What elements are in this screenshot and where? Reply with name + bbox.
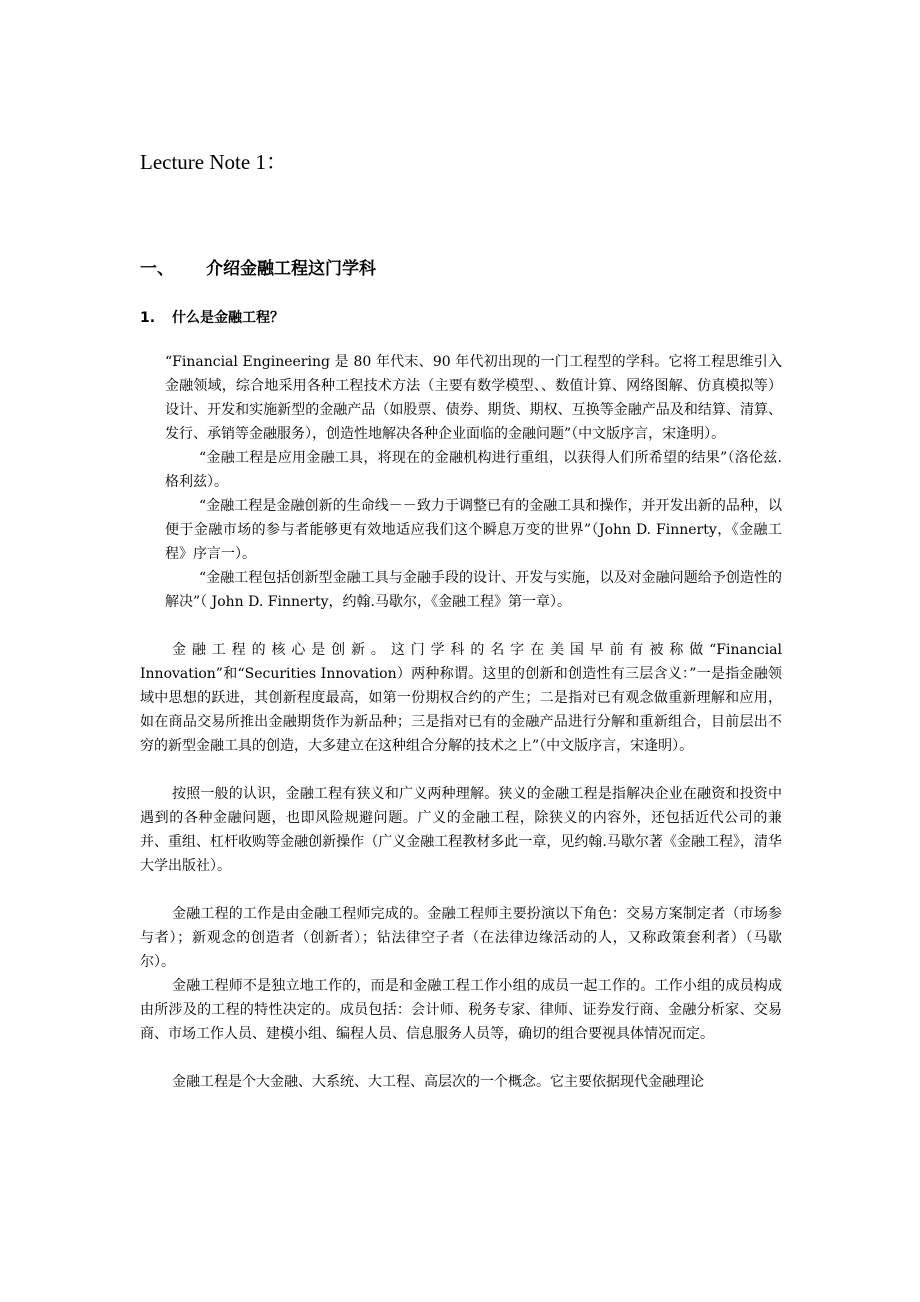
body-paragraph: 金融工程师不是独立地工作的，而是和金融工程工作小组的成员一起工作的。工作小组的成员构成由所涉及的工程的特性决定的。成员包括：会计师、税务专家、律师、证券发行商、金融分析家、交易商、市场工作人员、建模小组、编程人员、信息服务人员等，确切的组合要视具体情况而定。	[140, 978, 782, 1042]
definitions-block	[140, 350, 782, 614]
subsection-title: 什么是金融工程？	[172, 310, 284, 326]
section-title: 介绍金融工程这门学科	[206, 259, 376, 279]
subsection-number: 1.	[140, 310, 156, 326]
definition-quote: “金融工程是金融创新的生命线－－致力于调整已有的金融工具和操作，并开发出新的品种，以便于金融市场的参与者能够更有效地适应我们这个瞬息万变的世界”（John D. Finnerty，《金融工程》序言一）。	[165, 498, 782, 562]
body-paragraph: 金融工程的核心是创新。这门学科的名字在美国早前有被称做“Financial Innovation”和“Securities Innovation）两种称谓。这里的创新和创造性有三层含义：”一是指金融领域中思想的跃进，其创新程度最高，如第一份期权合约的产生；二是指对已有观念做重新理解和应用，如在商品交易所推出金融期货作为新品种；三是指对已有的金融产品进行分解和重新组合，目前层出不穷的新型金融工具的创造，大多建立在这种组合分解的技术之上”（中文版序言，宋逢明）。	[140, 642, 782, 754]
body-paragraph: 金融工程是个大金融、大系统、大工程、高层次的一个概念。它主要依据现代金融理论	[172, 1074, 704, 1090]
body-paragraph: 按照一般的认识，金融工程有狭义和广义两种理解。狭义的金融工程是指解决企业在融资和投资中遇到的各种金融问题，也即风险规避问题。广义的金融工程，除狭义的内容外，还包括近代公司的兼并、重组、杠杆收购等金融创新操作（广义金融工程教材多此一章，见约翰.马歇尔著《金融工程》，清华大学出版社）。	[140, 786, 782, 874]
definition-quote: “Financial Engineering 是 80 年代末、90 年代初出现的一门工程型的学科。它将工程思维引入金融领域，综合地采用各种工程技术方法（主要有数学模型、、数值计算、网络图解、仿真模拟等）设计、开发和实施新型的金融产品（如股票、债券、期货、期权、互换等金融产品及和结算、清算、发行、承销等金融服务），创造性地解决各种企业面临的金融问题”（中文版序言，宋逢明）。	[165, 354, 782, 442]
definition-quote: “金融工程是应用金融工具，将现在的金融机构进行重组，以获得人们所希望的结果”（洛伦兹.格利兹）。	[165, 450, 782, 490]
body-paragraph: 金融工程的工作是由金融工程师完成的。金融工程师主要扮演以下角色：交易方案制定者（市场参与者）；新观念的创造者（创新者）；钻法律空子者（在法律边缘活动的人，又称政策套利者）（马歇尔）。	[140, 906, 782, 970]
page-title: Lecture Note 1：	[140, 150, 287, 174]
section-number: 一、	[140, 259, 174, 279]
definition-quote: “金融工程包括创新型金融工具与金融手段的设计、开发与实施，以及对金融问题给予创造性的解决”（ John D. Finnerty，约翰.马歇尔，《金融工程》第一章）。	[165, 570, 782, 610]
section-heading	[140, 256, 376, 282]
subsection-heading	[140, 307, 284, 329]
body-text	[140, 350, 782, 1094]
